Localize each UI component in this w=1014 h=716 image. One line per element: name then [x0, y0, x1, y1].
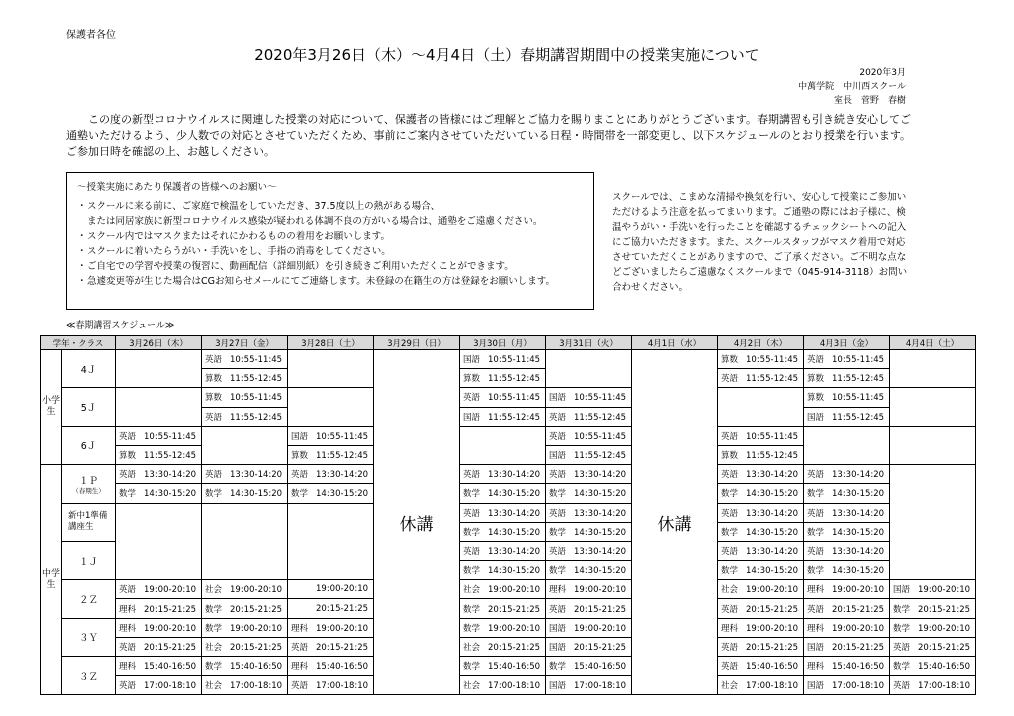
lesson-cell: 数学 14:30-15:20 [804, 522, 890, 541]
class-label: 新中1準備講座生 [62, 503, 116, 541]
lesson-cell: 19:00-20:10 [288, 580, 374, 599]
lesson-cell: 英語 20:15-21:25 [804, 599, 890, 618]
notice-item: ・急遽変更等が生じた場合はCGお知らせメールにてご連絡します。未登録の在籍生の方は登録をお願いします。 [77, 276, 556, 287]
empty-cell [546, 350, 632, 388]
lesson-cell: 英語 20:15-21:25 [546, 599, 632, 618]
table-row [41, 350, 976, 369]
lesson-cell: 英語 10:55-11:45 [116, 426, 202, 445]
lesson-cell: 英語 20:15-21:25 [890, 637, 976, 656]
issuer-block [798, 66, 906, 108]
notice-box [66, 172, 594, 310]
lesson-cell: 算数 10:55-11:45 [202, 388, 288, 407]
lesson-cell: 国語 19:00-20:10 [546, 618, 632, 637]
lesson-cell: 英語 20:15-21:25 [116, 637, 202, 656]
lesson-cell: 英語 13:30-14:20 [546, 541, 632, 560]
empty-cell [116, 388, 202, 426]
lesson-cell: 算数 11:55-12:45 [116, 445, 202, 464]
lesson-cell: 数学 20:15-21:25 [202, 599, 288, 618]
notice-item: ・ご自宅での学習や授業の復習に、動画配信（詳細別紙）を引き続きご利用いただくことができます。 [77, 261, 514, 272]
lesson-cell: 理科 15:40-16:50 [288, 657, 374, 676]
day-header: 4月2日（木） [718, 336, 804, 350]
lesson-cell: 英語 13:30-14:20 [546, 465, 632, 484]
lesson-cell: 数学 14:30-15:20 [460, 484, 546, 503]
lesson-cell: 数学 14:30-15:20 [718, 522, 804, 541]
lesson-cell: 英語 13:30-14:20 [116, 465, 202, 484]
lesson-cell: 国語 10:55-11:45 [460, 350, 546, 369]
lesson-cell: 英語 13:30-14:20 [288, 465, 374, 484]
header-row [41, 336, 976, 350]
closed-day: 休講 [374, 350, 460, 695]
table-row [41, 388, 976, 407]
lesson-cell: 算数 11:55-12:45 [460, 369, 546, 388]
class-label: ２Ｚ [62, 580, 116, 618]
lesson-cell: 理科 19:00-20:10 [804, 618, 890, 637]
empty-cell [890, 350, 976, 388]
day-header: 3月31日（火） [546, 336, 632, 350]
lesson-cell: 社会 20:15-21:25 [460, 637, 546, 656]
notice-list [77, 199, 583, 289]
class-label: ３Ｚ [62, 657, 116, 695]
lesson-cell: 算数 10:55-11:45 [718, 350, 804, 369]
lesson-cell: 理科 19:00-20:10 [116, 618, 202, 637]
day-header: 4月3日（金） [804, 336, 890, 350]
lesson-cell: 数学 14:30-15:20 [804, 561, 890, 580]
lesson-cell: 数学 14:30-15:20 [460, 522, 546, 541]
lesson-cell: 理科 19:00-20:10 [288, 618, 374, 637]
lesson-cell: 算数 10:55-11:45 [804, 388, 890, 407]
lesson-cell: 国語 20:15-21:25 [804, 637, 890, 656]
lesson-cell: 社会 19:00-20:10 [202, 580, 288, 599]
addressee: 保護者各位 [66, 30, 116, 41]
day-header: 3月30日（月） [460, 336, 546, 350]
lesson-cell: 英語 10:55-11:45 [546, 426, 632, 445]
empty-cell [890, 388, 976, 426]
lesson-cell: 数学 15:40-16:50 [890, 657, 976, 676]
empty-cell [288, 350, 374, 388]
lesson-cell: 社会 17:00-18:10 [718, 676, 804, 695]
lesson-cell: 社会 19:00-20:10 [718, 580, 804, 599]
lesson-cell: 数学 14:30-15:20 [804, 484, 890, 503]
class-label: 5Ｊ [62, 388, 116, 426]
lesson-cell: 英語 13:30-14:20 [460, 465, 546, 484]
lesson-cell: 数学 14:30-15:20 [546, 484, 632, 503]
table-row [41, 580, 976, 599]
lesson-cell: 国語 17:00-18:10 [804, 676, 890, 695]
lesson-cell: 数学 15:40-16:50 [460, 657, 546, 676]
lesson-cell: 理科 15:40-16:50 [116, 657, 202, 676]
lesson-cell: 英語 13:30-14:20 [718, 465, 804, 484]
lesson-cell: 英語 11:55-12:45 [202, 407, 288, 426]
table-row [41, 618, 976, 637]
page-title: 2020年3月26日（木）～4月4日（土）春期講習期間中の授業実施について [254, 46, 760, 64]
class-label: 6Ｊ [62, 426, 116, 464]
empty-cell [202, 426, 288, 464]
notice-item: ・スクールに来る前に、ご家庭で検温をしていただき、37.5度以上の熱がある場合、 または同居家族に新型コロナウイルス感染が疑われる体調不良の方がいる場合は、通塾をご遠慮ください。 [77, 201, 543, 227]
lesson-cell: 国語 10:55-11:45 [546, 388, 632, 407]
class-label: 4Ｊ [62, 350, 116, 388]
lesson-cell: 英語 13:30-14:20 [804, 541, 890, 560]
lesson-cell: 数学 14:30-15:20 [718, 484, 804, 503]
notice-item-cont: または同居家族に新型コロナウイルス感染が疑われる体調不良の方がいる場合は、通塾をご遠慮ください。 [87, 216, 543, 227]
lesson-cell: 算数 11:55-12:45 [202, 369, 288, 388]
table-row [41, 637, 976, 656]
lesson-cell: 算数 11:55-12:45 [804, 369, 890, 388]
lesson-cell: 国語 11:55-12:45 [546, 445, 632, 464]
table-row [41, 465, 976, 484]
lesson-cell: 英語 11:55-12:45 [546, 407, 632, 426]
lesson-cell: 数学 14:30-15:20 [288, 484, 374, 503]
schedule-label: ≪春期講習スケジュール≫ [66, 321, 175, 331]
lesson-cell: 英語 13:30-14:20 [804, 465, 890, 484]
lesson-cell: 国語 10:55-11:45 [288, 426, 374, 445]
day-header: 3月28日（土） [288, 336, 374, 350]
lesson-cell: 英語 17:00-18:10 [288, 676, 374, 695]
lesson-cell: 社会 19:00-20:10 [460, 580, 546, 599]
lesson-cell: 英語 17:00-18:10 [116, 676, 202, 695]
lesson-cell: 英語 20:15-21:25 [288, 637, 374, 656]
notice-item: ・スクール内ではマスクまたはそれにかわるものの着用をお願いします。 [77, 231, 391, 242]
lesson-cell: 数学 20:15-21:25 [460, 599, 546, 618]
table-row [41, 657, 976, 676]
lesson-cell: 英語 20:15-21:25 [718, 637, 804, 656]
lesson-cell: 英語 13:30-14:20 [202, 465, 288, 484]
lesson-cell: 理科 19:00-20:10 [546, 580, 632, 599]
author: 室長 菅野 春樹 [833, 96, 906, 106]
lesson-cell: 数学 20:15-21:25 [890, 599, 976, 618]
class-note: （春期生） [72, 486, 105, 495]
lesson-cell: 国語 17:00-18:10 [546, 676, 632, 695]
day-header: 3月27日（金） [202, 336, 288, 350]
lesson-cell: 数学 19:00-20:10 [202, 618, 288, 637]
lesson-cell: 英語 13:30-14:20 [804, 503, 890, 522]
lesson-cell: 国語 20:15-21:25 [546, 637, 632, 656]
lesson-cell: 英語 13:30-14:20 [718, 541, 804, 560]
empty-cell [890, 465, 976, 580]
school-note: スクールでは、こまめな清掃や換気を行い、安心して授業にご参加いただけるよう注意を払ってまいります。ご通塾の際にはお子様に、検温やうがい・手洗いを行ったことを確認するチェックシートへの記入にご協力いただきます。また、スクールスタッフがマスク着用で対応させていただくことがありますので、ご了承ください。ご不明な点などございましたらご遠慮なくスクールまで（045-914-3118）お問い合わせください。 [612, 192, 908, 293]
empty-cell [804, 426, 890, 464]
organization: 中萬学院 中川西スクール [798, 82, 906, 92]
empty-cell [890, 426, 976, 464]
lesson-cell: 英語 19:00-20:10 [116, 580, 202, 599]
notice-item: ・スクールに着いたらうがい・手洗いをし、手指の消毒をしてください。 [77, 246, 391, 257]
closed-day: 休講 [632, 350, 718, 695]
intro-paragraph: この度の新型コロナウイルスに関連した授業の対応について、保護者の皆様にはご理解とご協力を賜りまことにありがとうございます。春期講習も引き続き安心してご通塾いただけるよう、少人数での対応とさせていただくため、事前にご案内させていただいている日程・時間帯を一部変更し、以下スケジュールのとおり授業を行います。ご参加日時を確認の上、お越しください。 [66, 113, 912, 158]
table-row [41, 426, 976, 445]
lesson-cell: 数学 14:30-15:20 [718, 561, 804, 580]
lesson-cell: 英語 20:15-21:25 [718, 599, 804, 618]
lesson-cell: 英語 10:55-11:45 [202, 350, 288, 369]
lesson-cell: 英語 10:55-11:45 [804, 350, 890, 369]
lesson-cell: 国語 11:55-12:45 [804, 407, 890, 426]
lesson-cell: 国語 11:55-12:45 [460, 407, 546, 426]
lesson-cell: 算数 11:55-12:45 [718, 445, 804, 464]
table-row [41, 503, 976, 522]
lesson-cell: 理科 20:15-21:25 [116, 599, 202, 618]
empty-cell [718, 388, 804, 426]
empty-cell [116, 350, 202, 388]
table-row [41, 599, 976, 618]
lesson-cell: 国語 19:00-20:10 [890, 580, 976, 599]
lesson-cell: 社会 17:00-18:10 [460, 676, 546, 695]
lesson-cell: 理科 19:00-20:10 [718, 618, 804, 637]
table-row [41, 676, 976, 695]
table-row [41, 484, 976, 503]
lesson-cell: 英語 13:30-14:20 [460, 503, 546, 522]
notice-title: ～授業実施にあたり保護者の皆様へのお願い～ [77, 182, 277, 193]
group-junior: 中学生 [41, 465, 62, 695]
issue-date: 2020年3月 [859, 68, 906, 78]
lesson-cell: 英語 10:55-11:45 [460, 388, 546, 407]
lesson-cell: 数学 14:30-15:20 [202, 484, 288, 503]
lesson-cell: 英語 13:30-14:20 [546, 503, 632, 522]
day-header: 4月4日（土） [890, 336, 976, 350]
lesson-cell: 理科 15:40-16:50 [804, 657, 890, 676]
lesson-cell: 英語 17:00-18:10 [890, 676, 976, 695]
lesson-cell: 英語 13:30-14:20 [718, 503, 804, 522]
lesson-cell: 英語 13:30-14:20 [460, 541, 546, 560]
class-label: １Ｐ （春期生） [62, 465, 116, 503]
class-label: ３Ｙ [62, 618, 116, 656]
schedule-table [40, 335, 976, 695]
empty-cell [288, 388, 374, 426]
lesson-cell: 数学 14:30-15:20 [116, 484, 202, 503]
lesson-cell: 社会 20:15-21:25 [202, 637, 288, 656]
lesson-cell: 算数 11:55-12:45 [288, 445, 374, 464]
lesson-cell: 英語 11:55-12:45 [718, 369, 804, 388]
class-label: １Ｊ [62, 541, 116, 579]
empty-cell [116, 503, 202, 580]
day-header: 3月26日（木） [116, 336, 202, 350]
lesson-cell: 数学 15:40-16:50 [202, 657, 288, 676]
lesson-cell: 数学 14:30-15:20 [546, 522, 632, 541]
group-elementary: 小学生 [41, 350, 62, 465]
day-header: 4月1日（水） [632, 336, 718, 350]
lesson-cell: 理科 19:00-20:10 [804, 580, 890, 599]
lesson-cell: 社会 17:00-18:10 [202, 676, 288, 695]
day-header: 3月29日（日） [374, 336, 460, 350]
lesson-cell: 20:15-21:25 [288, 599, 374, 618]
lesson-cell: 英語 10:55-11:45 [718, 426, 804, 445]
empty-cell [288, 503, 374, 580]
lesson-cell: 数学 19:00-20:10 [890, 618, 976, 637]
lesson-cell: 数学 14:30-15:20 [546, 561, 632, 580]
empty-cell [460, 426, 546, 464]
lesson-cell: 英語 15:40-16:50 [718, 657, 804, 676]
class-column-header: 学年・クラス [41, 336, 116, 350]
empty-cell [202, 503, 288, 580]
lesson-cell: 数学 15:40-16:50 [546, 657, 632, 676]
lesson-cell: 数学 14:30-15:20 [460, 561, 546, 580]
lesson-cell: 数学 19:00-20:10 [460, 618, 546, 637]
